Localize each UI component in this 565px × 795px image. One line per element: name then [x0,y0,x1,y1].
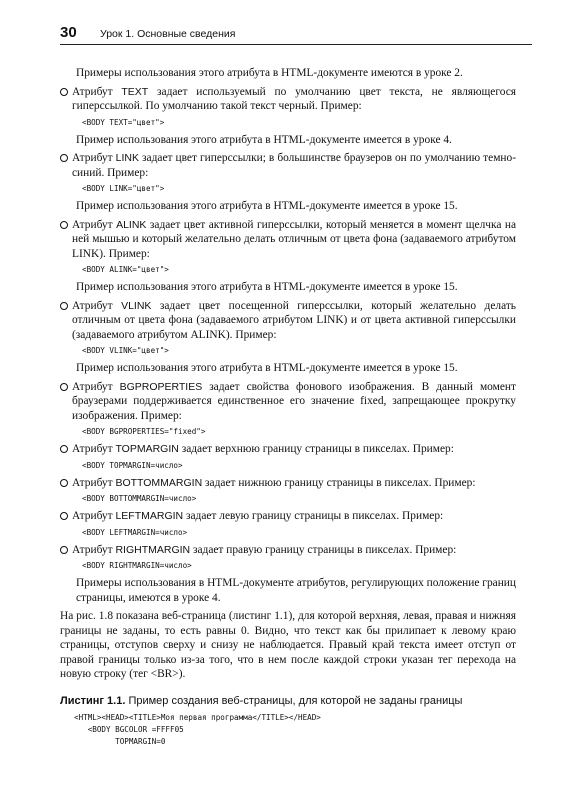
bullet-text: Атрибут BGPROPERTIES задает свойства фонового изображения. В данный момент браузерами поддерживается единственное его значение fixed, запрещающее прокрутку изображения. Пример: [72,380,516,422]
bullet-circle-icon [60,512,72,519]
code-example: <BODY TOPMARGIN=число> [82,460,183,470]
bullet-text: Атрибут VLINK задает цвет посещенной гиперссылки, который желательно делать отличным от цвета фона (задаваемого атрибутом LINK) и от цвета активной гиперссылки (задаваемого атрибутом ALINK). Пример: [72,299,516,341]
bullet-text: Атрибут LINK задает цвет гиперссылки; в большинстве браузеров он по умолчанию темно-синий. Пример: [72,152,516,179]
bullet-circle-icon [60,546,72,553]
bullet-circle-icon [60,88,72,95]
bullet-row [60,299,516,343]
bullet-row [60,218,516,262]
listing-title: Пример создания веб-страницы, для которой не заданы границы [125,694,463,707]
bullet-row [60,543,516,558]
usage-note: Примеры использования в HTML-документе атрибутов, регулирующих положение границ страницы, имеются в уроке 4. [76,577,516,604]
listing-caption [60,694,516,709]
attribute-item [60,380,516,439]
attribute-keyword: ALINK [116,218,147,231]
attribute-item [60,218,516,295]
listing-label: Листинг 1.1. [60,694,126,707]
bullet-circle-icon [60,154,72,161]
bullet-row [60,151,516,180]
bullet-text: Атрибут RIGHTMARGIN задает правую границу страницы в пикселах. Пример: [72,543,457,556]
code-example: <BODY LINK="цвет"> [82,184,165,193]
body-paragraph: На рис. 1.8 показана веб-страница (листинг 1.1), для которой верхняя, левая, правая и нижняя границы не заданы, то есть равны 0. Видно, что текст как бы прилипает к левому краю страницы, отступов сверху и снизу не наблюдается. Правый край текста имеет отступ от правой границы только из-за того, что в нем после каждой строки указан тег перехода на новую строку (тег <BR>). [60,610,516,680]
code-example: <BODY BOTTOMMARGIN=число> [82,494,197,503]
bullet-row [60,85,516,114]
attribute-keyword: VLINK [121,299,152,312]
attribute-item [60,543,516,606]
code-example: <BODY BGPROPERTIES="fixed"> [82,427,206,436]
bullet-circle-icon [60,302,72,309]
listing-code [74,712,516,748]
attribute-list [60,85,516,606]
code-example: <BODY LEFTMARGIN=число> [82,527,188,537]
running-title: Урок 1. Основные сведения [100,28,236,40]
code-example: <BODY VLINK="цвет"> [82,346,169,355]
page-header [60,22,532,45]
code-example: <BODY RIGHTMARGIN=число> [82,561,192,570]
bullet-row [60,476,516,491]
bullet-circle-icon [60,383,72,390]
attribute-item [60,151,516,214]
code-example: <BODY TEXT="цвет"> [82,117,165,127]
bullet-text: Атрибут LEFTMARGIN задает левую границу страницы в пикселах. Пример: [72,510,444,522]
attribute-keyword: LEFTMARGIN [115,510,184,522]
bullet-row [60,442,516,457]
bullet-row [60,509,516,524]
bullet-text: Атрибут BOTTOMMARGIN задает нижнюю границу страницы в пикселах. Пример: [72,476,476,489]
bullet-circle-icon [60,445,72,452]
listing-line: <BODY BGCOLOR =FFFF05 [74,725,184,734]
page-content [60,66,516,748]
bullet-row [60,380,516,424]
listing-line: <HTML><HEAD><TITLE>Моя первая программа</TITLE></HEAD> [74,713,321,722]
attribute-keyword: RIGHTMARGIN [115,543,191,556]
bullet-circle-icon [60,479,72,486]
attribute-keyword: TEXT [121,85,149,98]
intro-paragraph: Примеры использования этого атрибута в HTML-документе имеются в уроке 2. [76,67,463,79]
usage-note: Пример использования этого атрибута в HTML-документе имеется в уроке 15. [76,200,458,212]
usage-note: Пример использования этого атрибута в HTML-документе имеется в уроке 15. [76,362,458,374]
attribute-keyword: BOTTOMMARGIN [115,476,203,489]
code-example: <BODY ALINK="цвет"> [82,265,169,274]
attribute-item [60,299,516,376]
bullet-text: Атрибут TOPMARGIN задает верхнюю границу страницы в пикселах. Пример: [72,443,454,455]
attribute-item [60,476,516,506]
attribute-item [60,442,516,472]
bullet-text: Атрибут ALINK задает цвет активной гиперссылки, который меняется в момент щелчка на ней мышью и который желательно делать отличным от цвета фона (задаваемого атрибутом LINK). Пример: [72,218,517,260]
attribute-item [60,509,516,539]
page-number: 30 [60,24,77,41]
usage-note: Пример использования этого атрибута в HTML-документе имеется в уроке 15. [76,281,458,293]
listing-line: TOPMARGIN=0 [74,737,166,746]
attribute-keyword: BGPROPERTIES [119,380,203,393]
attribute-keyword: LINK [115,152,139,164]
attribute-item [60,85,516,148]
usage-note: Пример использования этого атрибута в HTML-документе имеется в уроке 4. [76,133,452,146]
bullet-circle-icon [60,221,72,228]
bullet-text: Атрибут TEXT задает используемый по умолчанию цвет текста, не являющегося гиперссылкой. По умолчанию такой текст черный. Пример: [72,85,517,112]
attribute-keyword: TOPMARGIN [115,443,179,455]
